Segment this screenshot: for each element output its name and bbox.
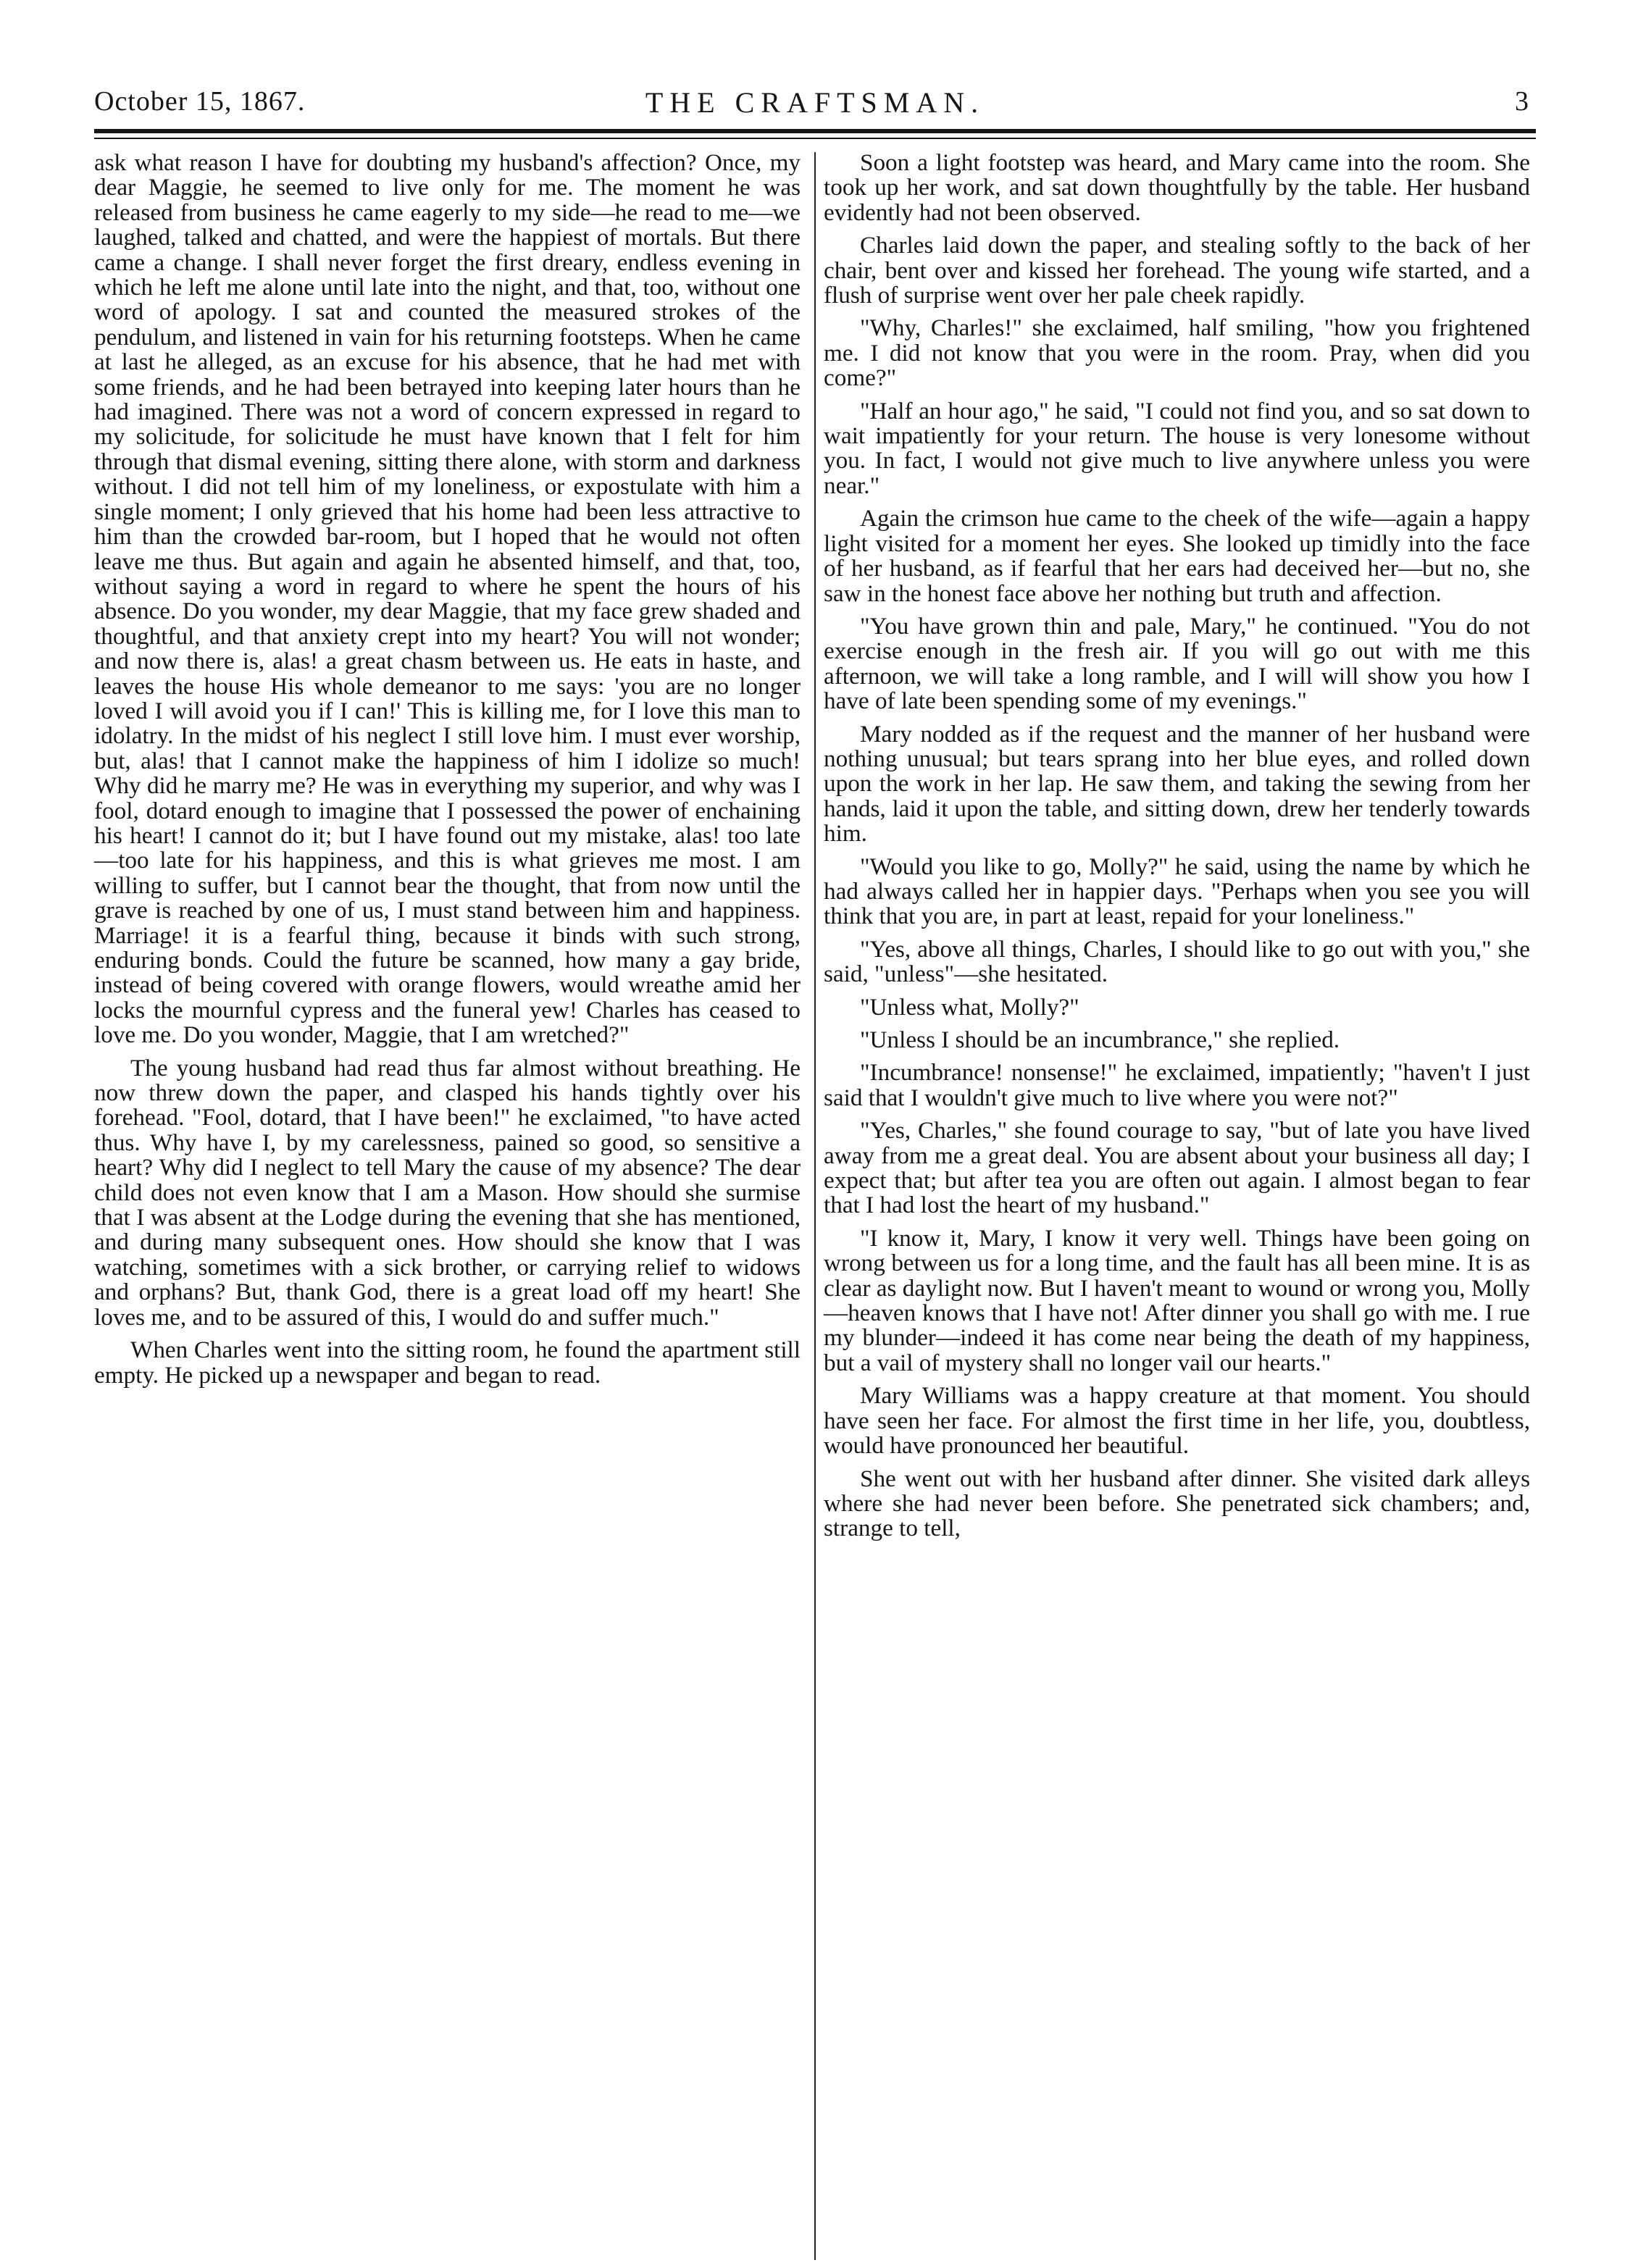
paragraph: "You have grown thin and pale, Mary," he continued. "You do not exercise enough in the fresh air. If you will go out with me this afternoon, we will take a long ramble, and I will will show you how I have of late been spending some of my evenings."	[824, 612, 1530, 715]
right-column	[824, 151, 1530, 1541]
column-divider	[814, 152, 816, 2260]
paragraph: Charles laid down the paper, and stealing softly to the back of her chair, bent over and kissed her forehead. The young wife started, and a flush of surprise went over her pale cheek rapidly.	[824, 232, 1530, 309]
paragraph: Soon a light footstep was heard, and Mary came into the room. She took up her work, and sat down thoughtfully by the table. Her husband evidently had not been observed.	[824, 149, 1530, 226]
paragraph: She went out with her husband after dinner. She visited dark alleys where she had never been before. She penetrated sick chambers; and, strange to tell,	[824, 1465, 1530, 1542]
paragraph: "Half an hour ago," he said, "I could not find you, and so sat down to wait impatiently for your return. The house is very lonesome without you. In fact, I would not give much to live anywhere unless you were near."	[824, 397, 1530, 499]
paragraph: When Charles went into the sitting room, he found the apartment still empty. He picked up a newspaper and began to read.	[94, 1336, 801, 1389]
header-rule-thick	[94, 129, 1536, 133]
paragraph: "Unless what, Molly?"	[860, 993, 1079, 1021]
paragraph: "I know it, Mary, I know it very well. Things have been going on wrong between us for a long time, and the fault has all been mine. It is as clear as daylight now. But I haven't meant to wound or wrong you, Molly—heaven knows that I have not! After dinner you shall go with me. I rue my blunder—indeed it has come near being the death of my happiness, but a vail of mystery shall no longer vail our hearts."	[824, 1224, 1530, 1376]
header-rule-thin	[94, 138, 1536, 139]
paragraph: Mary Williams was a happy creature at that moment. You should have seen her face. For almost the first time in her life, you, doubtless, would have pronounced her beautiful.	[824, 1382, 1530, 1460]
paragraph: "Unless I should be an incumbrance," she replied.	[860, 1026, 1340, 1053]
paragraph: "Why, Charles!" she exclaimed, half smiling, "how you frightened me. I did not know that you were in the room. Pray, when did you come?"	[824, 314, 1530, 392]
paragraph: Again the crimson hue came to the cheek of the wife—again a happy light visited for a moment her eyes. She looked up timidly into the face of her husband, as if fearful that her ears had deceived her—but no, she saw in the honest face above her nothing but truth and affection.	[824, 505, 1530, 607]
paragraph: "Would you like to go, Molly?" he said, using the name by which he had always called her in happier days. "Perhaps when you see you will think that you are, in part at least, repaid for your loneliness."	[824, 853, 1530, 930]
page-number: 3	[1515, 86, 1529, 117]
paragraph: "Yes, Charles," she found courage to say, "but of late you have lived away from me a great deal. You are absent about your business all day; I expect that; but after tea you are often out again. I almost began to fear that I had lost the heart of my husband."	[824, 1117, 1530, 1219]
issue-date: October 15, 1867.	[94, 86, 306, 117]
page-header	[94, 85, 1536, 129]
paragraph: Mary nodded as if the request and the manner of her husband were nothing unusual; but tears sprang into her blue eyes, and rolled down upon the work in her lap. He saw them, and taking the sewing from her hands, laid it upon the table, and sitting down, drew her tenderly towards him.	[824, 720, 1530, 848]
paragraph: "Incumbrance! nonsense!" he exclaimed, impatiently; "haven't I just said that I wouldn't give much to live where you were not?"	[824, 1059, 1530, 1111]
paragraph: The young husband had read thus far almost without breathing. He now threw down the paper, and clasped his hands tightly over his forehead. "Fool, dotard, that I have been!" he exclaimed, "to have acted thus. Why have I, by my carelessness, pained so good, so sensitive a heart? Why did I neglect to tell Mary the cause of my absence? The dear child does not even know that I am a Mason. How should she surmise that I was absent at the Lodge during the evening that she has mentioned, and during many subsequent ones. How should she know that I was watching, sometimes with a sick brother, or carrying relief to widows and orphans? But, thank God, there is a great load off my heart! She loves me, and to be assured of this, I would do and suffer much."	[94, 1054, 801, 1331]
publication-title: THE CRAFTSMAN.	[645, 86, 985, 119]
paragraph: "Yes, above all things, Charles, I should like to go out with you," she said, "unless"—she hesitated.	[824, 935, 1530, 988]
paragraph: ask what reason I have for doubting my husband's affection? Once, my dear Maggie, he seemed to live only for me. The moment he was released from business he came eagerly to my side—he read to me—we laughed, talked and chatted, and were the happiest of mortals. But there came a change. I shall never forget the first dreary, endless evening in which he left me alone until late into the night, and that, too, without one word of apology. I sat and counted the measured strokes of the pendulum, and listened in vain for his returning footsteps. When he came at last he alleged, as an excuse for his absence, that he had met with some friends, and he had been betrayed into keeping later hours than he had imagined. There was not a word of concern expressed in regard to my solicitude, for solicitude he must have known that I felt for him through that dismal evening, sitting there alone, with storm and darkness without. I did not tell him of my loneliness, or expostulate with him a single moment; I only grieved that his home had been less attractive to him than the crowded bar-room, but I hoped that he would not often leave me thus. But again and again he absented himself, and that, too, without saying a word in regard to where he spent the hours of his absence. Do you wonder, my dear Maggie, that my face grew shaded and thoughtful, and that anxiety crept into my heart? You will not wonder; and now there is, alas! a great chasm between us. He eats in haste, and leaves the house His whole demeanor to me says: 'you are no longer loved I will avoid you if I can!' This is killing me, for I love this man to idolatry. In the midst of his neglect I still love him. I must ever worship, but, alas! that I cannot make the happiness of him I idolize so much! Why did he marry me? He was in everything my superior, and why was I fool, dotard enough to imagine that I possessed the power of enchaining his heart! I cannot do it; but I have found out my mistake, alas! too late—too late for his happiness, and this is what grieves me most. I am willing to suffer, but I cannot bear the thought, that from now until the grave is reached by one of us, I must stand between him and happiness. Marriage! it is a fearful thing, because it binds with such strong, enduring bonds. Could the future be scanned, how many a gay bride, instead of being covered with orange flowers, would wreathe amid her locks the mournful cypress and the funeral yew! Charles has ceased to love me. Do you wonder, Maggie, that I am wretched?"	[94, 149, 801, 1049]
left-column	[94, 151, 801, 1388]
